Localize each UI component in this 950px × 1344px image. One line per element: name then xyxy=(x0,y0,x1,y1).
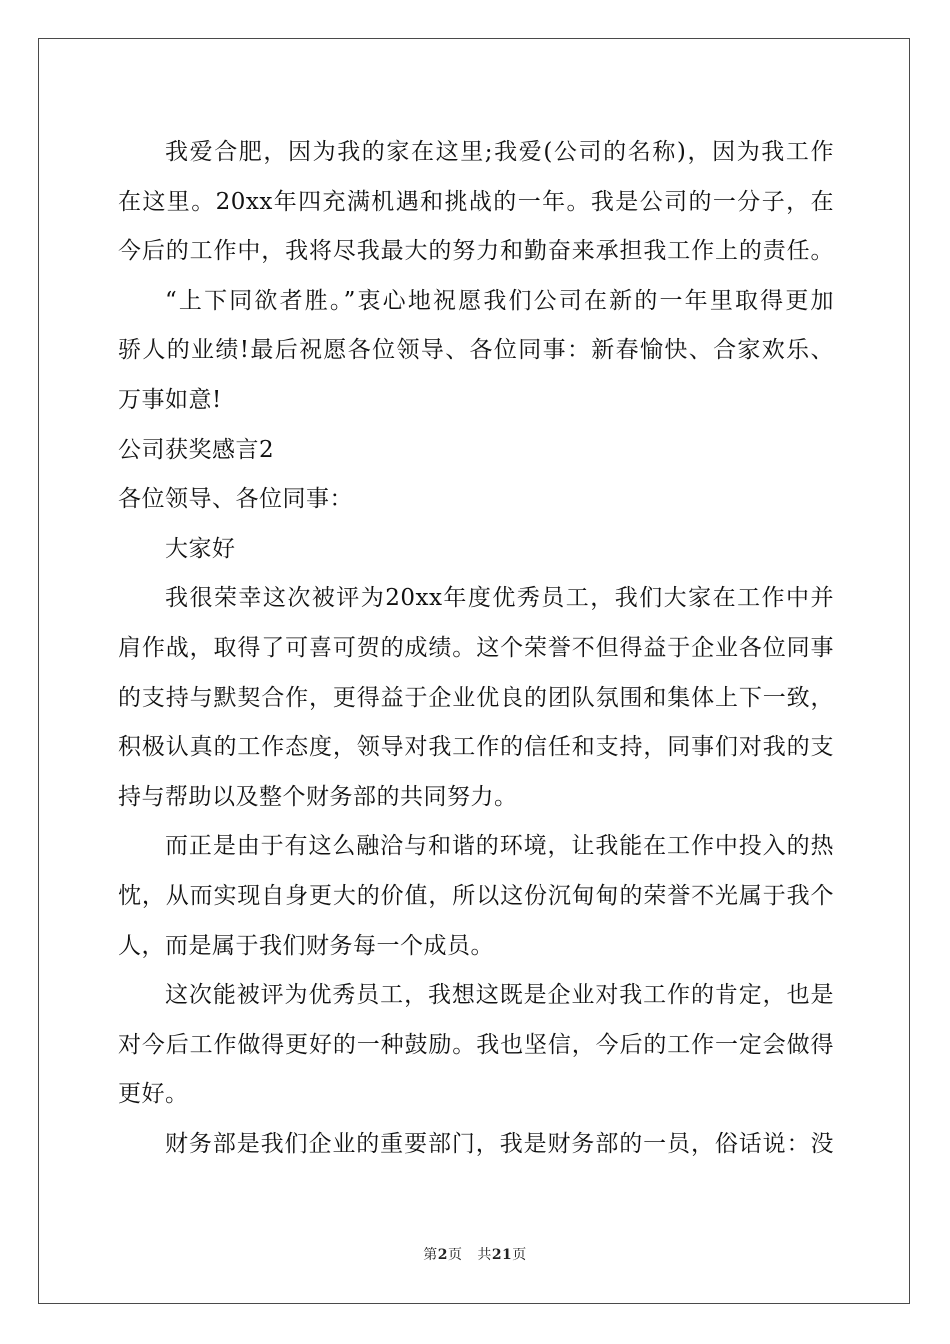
total-pages: 21 xyxy=(491,1247,513,1263)
salutation: 各位领导、各位同事： xyxy=(118,486,353,513)
text-line: 忱，从而实现自身更大的价值，所以这份沉甸甸的荣誉不光属于我个 xyxy=(118,882,834,909)
text-line: 这次能被评为优秀员工，我想这既是企业对我工作的肯定，也是 xyxy=(165,982,834,1009)
text-line: 更好。 xyxy=(118,1081,189,1108)
total-prefix: 共 xyxy=(477,1247,492,1263)
text-line: 而正是由于有这么融洽与和谐的环境，让我能在工作中投入的热 xyxy=(165,833,834,860)
text-line: 骄人的业绩!最后祝愿各位领导、各位同事：新春愉快、合家欢乐、 xyxy=(118,337,834,364)
text-line: 财务部是我们企业的重要部门，我是财务部的一员，俗话说：没 xyxy=(165,1130,834,1157)
document-body xyxy=(118,128,834,1169)
text-line: 今后的工作中，我将尽我最大的努力和勤奋来承担我工作上的责任。 xyxy=(118,238,834,265)
page-number: 2 xyxy=(437,1247,448,1263)
text-line: 持与帮助以及整个财务部的共同努力。 xyxy=(118,783,518,810)
text-line: 对今后工作做得更好的一种鼓励。我也坚信，今后的工作一定会做得 xyxy=(118,1031,834,1058)
page-suffix: 页 xyxy=(447,1247,463,1263)
text-line: 我爱合肥，因为我的家在这里;我爱(公司的名称)，因为我工作 xyxy=(165,139,834,165)
total-suffix: 页 xyxy=(512,1247,527,1263)
text-line: 在这里。20xx年四充满机遇和挑战的一年。我是公司的一分子，在 xyxy=(118,188,834,215)
page-prefix: 第 xyxy=(423,1247,438,1263)
text-line: 肩作战，取得了可喜可贺的成绩。这个荣誉不但得益于企业各位同事 xyxy=(118,634,834,661)
text-line: 积极认真的工作态度，领导对我工作的信任和支持，同事们对我的支 xyxy=(118,734,834,761)
section-heading: 公司获奖感言2 xyxy=(118,436,275,463)
page-footer xyxy=(0,1244,950,1264)
text-line: 万事如意! xyxy=(118,386,222,413)
greeting: 大家好 xyxy=(165,535,236,562)
text-line: “上下同欲者胜。”衷心地祝愿我们公司在新的一年里取得更加 xyxy=(165,287,834,314)
text-line: 的支持与默契合作，更得益于企业优良的团队氛围和集体上下一致， xyxy=(118,684,834,711)
text-line: 人，而是属于我们财务每一个成员。 xyxy=(118,932,494,959)
text-line: 我很荣幸这次被评为20xx年度优秀员工，我们大家在工作中并 xyxy=(165,585,834,612)
